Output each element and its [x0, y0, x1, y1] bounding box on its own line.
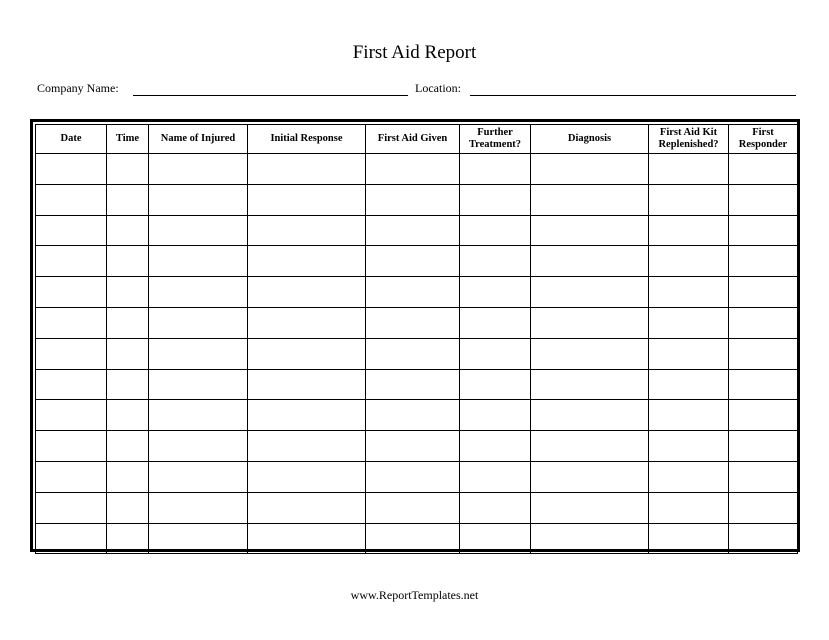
table-cell[interactable]	[107, 492, 149, 523]
table-cell[interactable]	[729, 400, 798, 431]
table-cell[interactable]	[531, 338, 649, 369]
table-cell[interactable]	[36, 400, 107, 431]
table-cell[interactable]	[460, 307, 531, 338]
table-cell[interactable]	[36, 431, 107, 462]
table-cell[interactable]	[531, 307, 649, 338]
table-cell[interactable]	[107, 461, 149, 492]
table-cell[interactable]	[729, 523, 798, 554]
table-row	[36, 307, 798, 338]
table-cell[interactable]	[649, 184, 729, 215]
table-row	[36, 492, 798, 523]
report-table	[35, 124, 798, 554]
table-cell[interactable]	[36, 215, 107, 246]
table-cell[interactable]	[248, 400, 366, 431]
table-cell[interactable]	[460, 277, 531, 308]
table-cell[interactable]	[107, 400, 149, 431]
table-cell[interactable]	[531, 154, 649, 185]
table-cell[interactable]	[107, 154, 149, 185]
table-cell[interactable]	[460, 184, 531, 215]
table-cell[interactable]	[248, 277, 366, 308]
header-date: Date	[36, 125, 107, 154]
table-cell[interactable]	[36, 154, 107, 185]
table-cell[interactable]	[460, 338, 531, 369]
table-cell[interactable]	[729, 431, 798, 462]
table-cell[interactable]	[531, 215, 649, 246]
table-cell[interactable]	[531, 523, 649, 554]
table-cell[interactable]	[649, 215, 729, 246]
table-cell[interactable]	[649, 246, 729, 277]
table-cell[interactable]	[248, 492, 366, 523]
table-cell[interactable]	[107, 369, 149, 400]
table-cell[interactable]	[729, 369, 798, 400]
table-body	[36, 154, 798, 554]
table-cell[interactable]	[149, 215, 248, 246]
table-cell[interactable]	[107, 246, 149, 277]
table-cell[interactable]	[460, 215, 531, 246]
header-further-treatment: Further Treatment?	[460, 125, 531, 154]
table-cell[interactable]	[460, 523, 531, 554]
table-cell[interactable]	[366, 307, 460, 338]
table-cell[interactable]	[649, 431, 729, 462]
table-cell[interactable]	[107, 184, 149, 215]
table-cell[interactable]	[531, 277, 649, 308]
table-cell[interactable]	[248, 215, 366, 246]
table-cell[interactable]	[149, 277, 248, 308]
location-label: Location:	[415, 81, 461, 95]
company-name-label: Company Name:	[37, 81, 119, 95]
table-cell[interactable]	[149, 246, 248, 277]
table-cell[interactable]	[149, 369, 248, 400]
table-cell[interactable]	[149, 461, 248, 492]
table-cell[interactable]	[36, 492, 107, 523]
header-row	[36, 125, 798, 154]
company-name-field[interactable]	[133, 95, 408, 96]
table-cell[interactable]	[729, 154, 798, 185]
table-cell[interactable]	[649, 461, 729, 492]
table-row	[36, 523, 798, 554]
table-cell[interactable]	[149, 184, 248, 215]
table-cell[interactable]	[36, 277, 107, 308]
table-cell[interactable]	[248, 184, 366, 215]
table-cell[interactable]	[366, 369, 460, 400]
header-diagnosis: Diagnosis	[531, 125, 649, 154]
footer-url: www.ReportTemplates.net	[350, 588, 479, 602]
table-cell[interactable]	[649, 307, 729, 338]
table-cell[interactable]	[248, 369, 366, 400]
table-cell[interactable]	[149, 400, 248, 431]
table-cell[interactable]	[729, 461, 798, 492]
table-cell[interactable]	[531, 492, 649, 523]
table-cell[interactable]	[366, 338, 460, 369]
table-cell[interactable]	[366, 492, 460, 523]
table-cell[interactable]	[107, 338, 149, 369]
table-cell[interactable]	[531, 400, 649, 431]
table-cell[interactable]	[366, 277, 460, 308]
table-cell[interactable]	[366, 523, 460, 554]
table-cell[interactable]	[531, 184, 649, 215]
table-cell[interactable]	[729, 307, 798, 338]
table-cell[interactable]	[248, 523, 366, 554]
page-title: First Aid Report	[352, 42, 477, 63]
table-cell[interactable]	[149, 431, 248, 462]
table-cell[interactable]	[460, 431, 531, 462]
table-cell[interactable]	[149, 307, 248, 338]
table-cell[interactable]	[36, 369, 107, 400]
table-cell[interactable]	[36, 246, 107, 277]
table-cell[interactable]	[729, 215, 798, 246]
location-field[interactable]	[470, 95, 796, 96]
table-cell[interactable]	[366, 461, 460, 492]
table-row	[36, 338, 798, 369]
table-cell[interactable]	[649, 277, 729, 308]
header-first-responder: First Responder	[729, 125, 798, 154]
table-cell[interactable]	[248, 246, 366, 277]
table-cell[interactable]	[366, 431, 460, 462]
table-row	[36, 431, 798, 462]
table-cell[interactable]	[460, 492, 531, 523]
table-cell[interactable]	[729, 492, 798, 523]
table-row	[36, 277, 798, 308]
table-cell[interactable]	[107, 277, 149, 308]
table-cell[interactable]	[248, 338, 366, 369]
table-row	[36, 246, 798, 277]
header-time: Time	[107, 125, 149, 154]
header-initial-response: Initial Response	[248, 125, 366, 154]
table-cell[interactable]	[531, 369, 649, 400]
table-cell[interactable]	[248, 307, 366, 338]
table-cell[interactable]	[36, 307, 107, 338]
table-cell[interactable]	[460, 400, 531, 431]
table-cell[interactable]	[460, 154, 531, 185]
table-cell[interactable]	[248, 154, 366, 185]
table-cell[interactable]	[107, 215, 149, 246]
header-name-of-injured: Name of Injured	[149, 125, 248, 154]
table-cell[interactable]	[649, 523, 729, 554]
table-cell[interactable]	[36, 184, 107, 215]
table-cell[interactable]	[649, 400, 729, 431]
table-cell[interactable]	[107, 431, 149, 462]
table-cell[interactable]	[460, 461, 531, 492]
table-cell[interactable]	[729, 277, 798, 308]
table-row	[36, 400, 798, 431]
table-cell[interactable]	[460, 246, 531, 277]
table-cell[interactable]	[36, 338, 107, 369]
table-row	[36, 215, 798, 246]
table-cell[interactable]	[649, 154, 729, 185]
table-cell[interactable]	[729, 338, 798, 369]
table-cell[interactable]	[366, 400, 460, 431]
table-cell[interactable]	[149, 338, 248, 369]
table-cell[interactable]	[248, 461, 366, 492]
header-kit-replenished: First Aid Kit Replenished?	[649, 125, 729, 154]
table-cell[interactable]	[149, 154, 248, 185]
table-cell[interactable]	[366, 215, 460, 246]
table-cell[interactable]	[149, 492, 248, 523]
table-cell[interactable]	[649, 338, 729, 369]
table-cell[interactable]	[36, 523, 107, 554]
table-cell[interactable]	[248, 431, 366, 462]
table-cell[interactable]	[36, 461, 107, 492]
report-table-frame	[30, 119, 800, 552]
table-cell[interactable]	[107, 307, 149, 338]
header-first-aid-given: First Aid Given	[366, 125, 460, 154]
table-cell[interactable]	[531, 461, 649, 492]
table-cell[interactable]	[531, 431, 649, 462]
table-row	[36, 154, 798, 185]
table-cell[interactable]	[460, 369, 531, 400]
table-row	[36, 369, 798, 400]
table-row	[36, 461, 798, 492]
table-row	[36, 184, 798, 215]
table-cell[interactable]	[366, 184, 460, 215]
table-cell[interactable]	[531, 246, 649, 277]
table-cell[interactable]	[729, 246, 798, 277]
table-cell[interactable]	[107, 523, 149, 554]
table-cell[interactable]	[649, 369, 729, 400]
table-cell[interactable]	[366, 154, 460, 185]
table-cell[interactable]	[729, 184, 798, 215]
table-cell[interactable]	[366, 246, 460, 277]
table-cell[interactable]	[149, 523, 248, 554]
table-cell[interactable]	[649, 492, 729, 523]
